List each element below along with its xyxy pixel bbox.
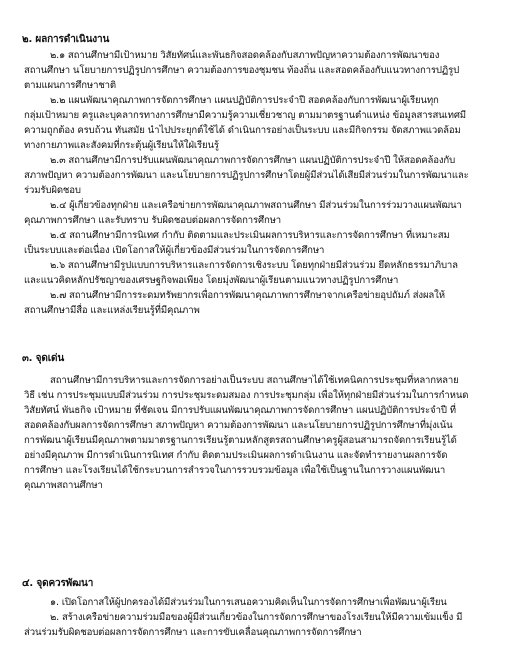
paragraph-line: คุณภาพการศึกษา และรับทราบ รับผิดชอบต่อผลการจัดการศึกษา (24, 215, 282, 226)
paragraph-line: ๒.๔ ผู้เกี่ยวข้องทุกฝ่าย และเครือข่ายการพัฒนาคุณภาพสถานศึกษา มีส่วนร่วมในการร่วมวางแผนพัฒนา (50, 200, 462, 211)
paragraph-line: ๒.๗ สถานศึกษามีการระดมทรัพยากรเพื่อการพัฒนาคุณภาพการศึกษาจากเครือข่ายอุปถัมภ์ ส่งผลให้ (50, 290, 445, 301)
paragraph-line: ความถูกต้อง ครบถ้วน ทันสมัย นำไปประยุกต์ใช้ได้ ดำเนินการอย่างเป็นระบบ และมีกิจกรรม จัดสภาพแวดล้อม (24, 125, 461, 136)
paragraph-line: สภาพปัญหา ความต้องการพัฒนา และนโยบายการปฏิรูปการศึกษาโดยผู้มีส่วนได้เสียมีส่วนร่วมในการพัฒนาและ (24, 170, 469, 181)
paragraph-line: ร่วมรับผิดชอบ (24, 185, 81, 196)
paragraph-line: และแนวคิดหลักปรัชญาของเศรษฐกิจพอเพียง โดยมุ่งพัฒนาผู้เรียนตามแนวทางปฏิรูปการศึกษา (24, 275, 399, 286)
paragraph-line: อย่างมีคุณภาพ มีการดำเนินการนิเทศ กำกับ ติดตามประเมินผลการดำเนินงาน และจัดทำรายงานผลการจัด (24, 450, 448, 461)
section-heading-results: ๒. ผลการดำเนินงาน (22, 34, 110, 45)
paragraph-line: ๒.๕ สถานศึกษามีการนิเทศ กำกับ ติดตามและประเมินผลการบริหารและการจัดการศึกษา ที่เหมาะสม (50, 230, 450, 241)
paragraph-line: ทางกายภาพและสังคมที่กระตุ้นผู้เรียนให้ใฝ่เรียนรู้ (24, 140, 219, 151)
paragraph-line: การพัฒนาผู้เรียนมีคุณภาพตามมาตรฐานการเรียนรู้ตามหลักสูตรสถานศึกษาครูผู้สอนสามารถจัดการเรียนรู้ได้ (24, 435, 457, 446)
paragraph-line: วิสัยทัศน์ พันธกิจ เป้าหมาย ที่ชัดเจน มีการปรับแผนพัฒนาคุณภาพการจัดการศึกษา แผนปฏิบัติการประจำปี ที่ (24, 405, 456, 416)
paragraph-line: ๒.๑ สถานศึกษามีเป้าหมาย วิสัยทัศน์และพันธกิจสอดคล้องกับสภาพปัญหาความต้องการพัฒนาของ (50, 50, 440, 61)
paragraph-line: ๒.๒ แผนพัฒนาคุณภาพการจัดการศึกษา แผนปฏิบัติการประจำปี สอดคล้องกับการพัฒนาผู้เรียนทุก (50, 95, 439, 106)
section-heading-improvements: ๔. จุดควรพัฒนา (22, 578, 94, 589)
paragraph-line: เป็นระบบและต่อเนื่อง เปิดโอกาสให้ผู้เกี่ยวข้องมีส่วนร่วมในการจัดการศึกษา (24, 245, 325, 256)
paragraph-line: ตามแผนการศึกษาชาติ (24, 80, 116, 91)
paragraph-line: สอดคล้องกับผลการจัดการศึกษา สภาพปัญหา ความต้องการพัฒนา และนโยบายการปฏิรูปการศึกษาที่มุ่งเน้น (24, 420, 453, 431)
paragraph-line: สถานศึกษา นโยบายการปฏิรูปการศึกษา ความต้องการของชุมชน ท้องถิ่น และสอดคล้องกับแนวทางการปฏิรูป (24, 65, 460, 76)
paragraph-line: ๒.๓ สถานศึกษามีการปรับแผนพัฒนาคุณภาพการจัดการศึกษา แผนปฏิบัติการประจำปี ให้สอดคล้องกับ (50, 155, 456, 166)
paragraph-line: ๑. เปิดโอกาสให้ผู้ปกครองได้มีส่วนร่วมในการเสนอความคิดเห็นในการจัดการศึกษาเพื่อพัฒนาผู้เรียน (50, 597, 447, 608)
section-heading-strengths: ๓. จุดเด่น (22, 353, 65, 364)
paragraph-line: วิธี เช่น การประชุมแบบมีส่วนร่วม การประชุมระดมสมอง การประชุมกลุ่ม เพื่อให้ทุกฝ่ายมีส่วนร่วมในการกำหนด (24, 390, 469, 401)
paragraph-line: การศึกษา และโรงเรียนได้ใช้กระบวนการสำรวจในการรวบรวมข้อมูล เพื่อใช้เป็นฐานในการวางแผนพัฒนา (24, 465, 446, 476)
paragraph-line: ๒. สร้างเครือข่ายความร่วมมือของผู้มีส่วนเกี่ยวข้องในการจัดการศึกษาของโรงเรียนให้มีความเข้มแข็ง มี (50, 612, 463, 623)
paragraph-line: ส่วนร่วมรับผิดชอบต่อผลการจัดการศึกษา และการขับเคลื่อนคุณภาพการจัดการศึกษา (24, 627, 362, 638)
paragraph-line: กลุ่มเป้าหมาย ครูและบุคลากรทางการศึกษามีความรู้ความเชี่ยวชาญ ตามมาตรฐานตำแหน่ง ข้อมูลสารสนเทศมี (24, 110, 466, 121)
paragraph-line: สถานศึกษามีการบริหารและการจัดการอย่างเป็นระบบ สถานศึกษาได้ใช้เทคนิคการประชุมที่หลากหลาย (50, 375, 459, 386)
paragraph-line: ๒.๖ สถานศึกษามีรูปแบบการบริหารและการจัดการเชิงระบบ โดยทุกฝ่ายมีส่วนร่วม ยึดหลักธรรมาภิบาล (50, 260, 458, 271)
paragraph-line: คุณภาพสถานศึกษา (24, 480, 103, 491)
paragraph-line: สถานศึกษามีสื่อ และแหล่งเรียนรู้ที่มีคุณภาพ (24, 305, 200, 316)
